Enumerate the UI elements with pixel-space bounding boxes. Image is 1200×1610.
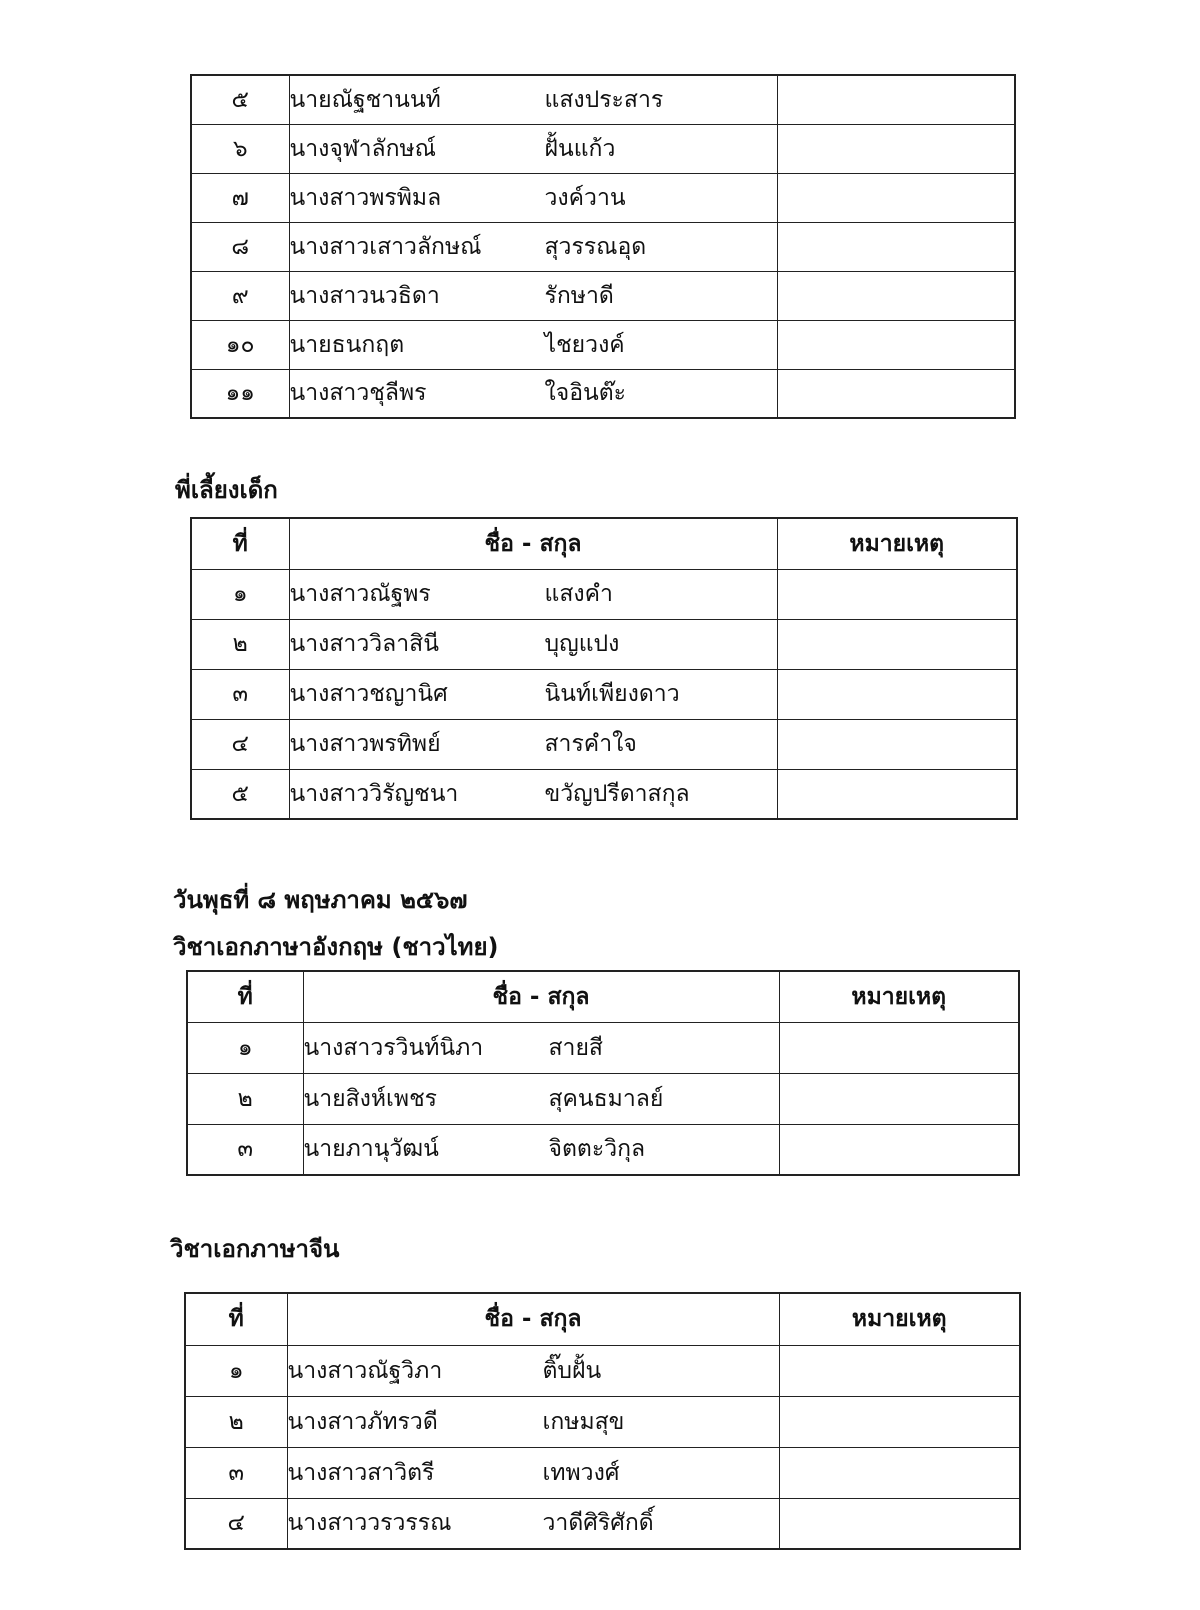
header-name: ชื่อ - สกุล (303, 971, 779, 1022)
first-name: นางสาววรวรรณ (287, 1510, 452, 1537)
remark-cell (777, 369, 1015, 418)
first-name: นางสาวชุลีพร (289, 380, 427, 407)
full-name (289, 369, 777, 418)
row-number: ๑๑ (191, 369, 289, 418)
remark-cell (779, 1498, 1020, 1549)
row-number: ๕ (191, 769, 289, 819)
row-number: ๔ (185, 1498, 287, 1549)
first-name: นางสาวพรพิมล (289, 184, 442, 211)
full-name (289, 719, 777, 769)
first-name: นางสาวณัฐวิภา (287, 1357, 443, 1384)
remark-cell (777, 75, 1015, 124)
first-name: นายธนกฤต (289, 331, 405, 358)
table-row (191, 222, 1015, 271)
row-number: ๒ (187, 1073, 303, 1124)
remark-cell (779, 1396, 1020, 1447)
first-name: นางสาวชญานิศ (289, 681, 448, 707)
last-name: วาดีศิริศักดิ์ (542, 1510, 654, 1537)
section-title-chinese-major: วิชาเอกภาษาจีน (170, 1235, 340, 1263)
last-name: ใจอินต๊ะ (544, 380, 627, 407)
remark-cell (779, 1073, 1019, 1124)
remark-cell (777, 619, 1017, 669)
header-remark: หมายเหตุ (779, 1293, 1020, 1345)
header-no: ที่ (191, 518, 289, 569)
last-name: สุวรรณอุด (544, 233, 647, 260)
section-title-english-major: วิชาเอกภาษาอังกฤษ (ชาวไทย) (173, 933, 499, 961)
first-name: นางสาววิรัญชนา (289, 780, 459, 807)
table-row (191, 124, 1015, 173)
remark-cell (779, 1447, 1020, 1498)
row-number: ๒ (191, 619, 289, 669)
row-number: ๔ (191, 719, 289, 769)
first-name: นางจุฬาลักษณ์ (289, 135, 437, 162)
table-row (191, 271, 1015, 320)
row-number: ๑๐ (191, 320, 289, 369)
header-no: ที่ (187, 971, 303, 1022)
header-name: ชื่อ - สกุล (289, 518, 777, 569)
remark-cell (777, 719, 1017, 769)
row-number: ๒ (185, 1396, 287, 1447)
remark-cell (777, 222, 1015, 271)
first-name: นางสาววิลาสินี (289, 631, 439, 657)
table-row (191, 769, 1017, 819)
full-name (289, 173, 777, 222)
header-remark: หมายเหตุ (779, 971, 1019, 1022)
last-name: จิตตะวิกุล (548, 1136, 646, 1163)
chinese-major-table (184, 1292, 1021, 1550)
first-name: นางสาวภัทรวดี (287, 1408, 438, 1435)
full-name (287, 1396, 779, 1447)
last-name: ไชยวงค์ (544, 331, 625, 358)
last-name: บุญแปง (544, 631, 620, 657)
remark-cell (777, 271, 1015, 320)
last-name: เกษมสุข (542, 1408, 625, 1435)
last-name: ติ๊บฝั้น (542, 1357, 602, 1384)
full-name (289, 222, 777, 271)
first-name: นางสาวเสาวลักษณ์ (289, 233, 482, 260)
last-name: ฝั้นแก้ว (544, 135, 616, 162)
row-number: ๑ (187, 1022, 303, 1073)
row-number: ๓ (187, 1124, 303, 1175)
remark-cell (779, 1022, 1019, 1073)
header-name: ชื่อ - สกุล (287, 1293, 779, 1345)
table-row (191, 619, 1017, 669)
header-no: ที่ (185, 1293, 287, 1345)
nannies-table (190, 517, 1018, 820)
table-row (191, 320, 1015, 369)
first-name: นางสาวณัฐพร (289, 581, 431, 607)
section-title-nannies: พี่เลี้ยงเด็ก (175, 476, 278, 504)
table-row (191, 369, 1015, 418)
full-name (287, 1345, 779, 1396)
table-row (191, 173, 1015, 222)
last-name: แสงคำ (544, 581, 613, 607)
remark-cell (777, 569, 1017, 619)
table-row (191, 75, 1015, 124)
table-row (187, 1073, 1019, 1124)
first-name: นายณัฐชานนท์ (289, 86, 441, 113)
row-number: ๘ (191, 222, 289, 271)
row-number: ๗ (191, 173, 289, 222)
remark-cell (779, 1345, 1020, 1396)
remark-cell (777, 173, 1015, 222)
full-name (289, 619, 777, 669)
table-row (185, 1396, 1020, 1447)
last-name: เทพวงศ์ (542, 1459, 620, 1486)
row-number: ๕ (191, 75, 289, 124)
full-name (303, 1124, 779, 1175)
remark-cell (777, 320, 1015, 369)
last-name: นินท์เพียงดาว (544, 681, 680, 707)
last-name: รักษาดี (544, 282, 614, 309)
table-row (191, 669, 1017, 719)
full-name (287, 1447, 779, 1498)
full-name (289, 271, 777, 320)
full-name (289, 320, 777, 369)
full-name (289, 75, 777, 124)
header-remark: หมายเหตุ (777, 518, 1017, 569)
first-name: นางสาวนวธิดา (289, 282, 440, 309)
row-number: ๓ (191, 669, 289, 719)
table-row (187, 1022, 1019, 1073)
table-row (185, 1498, 1020, 1549)
full-name (287, 1498, 779, 1549)
remark-cell (779, 1124, 1019, 1175)
row-number: ๖ (191, 124, 289, 173)
last-name: แสงประสาร (544, 86, 664, 113)
table-row (185, 1447, 1020, 1498)
first-name: นางสาวสาวิตรี (287, 1459, 435, 1486)
table-row (187, 1124, 1019, 1175)
row-number: ๑ (191, 569, 289, 619)
full-name (303, 1022, 779, 1073)
first-name: นายภานุวัฒน์ (303, 1136, 439, 1163)
table-row (185, 1345, 1020, 1396)
staff-table-continued (190, 74, 1016, 419)
last-name: วงค์วาน (544, 184, 626, 211)
row-number: ๙ (191, 271, 289, 320)
remark-cell (777, 124, 1015, 173)
row-number: ๑ (185, 1345, 287, 1396)
first-name: นางสาวพรทิพย์ (289, 731, 441, 757)
full-name (289, 569, 777, 619)
last-name: สารคำใจ (544, 731, 637, 757)
first-name: นายสิงห์เพชร (303, 1085, 438, 1112)
date-heading: วันพุธที่ ๘ พฤษภาคม ๒๕๖๗ (173, 886, 468, 914)
remark-cell (777, 769, 1017, 819)
full-name (289, 669, 777, 719)
english-major-table (186, 970, 1020, 1176)
table-row (191, 569, 1017, 619)
full-name (289, 769, 777, 819)
last-name: สายสี (548, 1034, 603, 1061)
full-name (303, 1073, 779, 1124)
full-name (289, 124, 777, 173)
last-name: สุคนธมาลย์ (548, 1085, 664, 1112)
last-name: ขวัญปรีดาสกุล (544, 780, 690, 807)
remark-cell (777, 669, 1017, 719)
table-row (191, 719, 1017, 769)
row-number: ๓ (185, 1447, 287, 1498)
first-name: นางสาวรวินท์นิภา (303, 1034, 484, 1061)
